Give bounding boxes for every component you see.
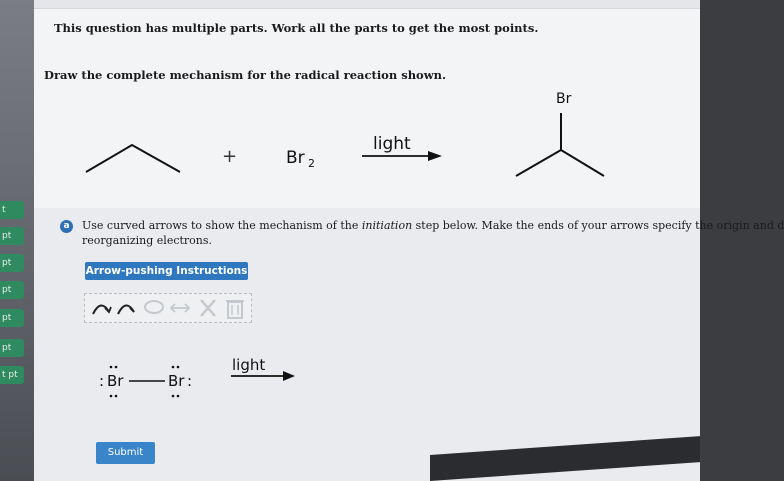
lone-pair-dot [177, 395, 180, 398]
instruction-emphasis: initiation [361, 219, 413, 232]
score-tab[interactable]: pt [0, 281, 24, 299]
question-prompt: Draw the complete mechanism for the radical reaction shown. [44, 68, 446, 82]
part-a-badge: a [60, 220, 73, 233]
score-tab[interactable]: t [0, 201, 24, 219]
score-tab[interactable]: t pt [0, 366, 24, 384]
instruction-line2: reorganizing electrons. [82, 234, 213, 247]
lone-pair-right: : [187, 372, 193, 390]
lone-pair-dot [115, 395, 118, 398]
bromine-atom-2[interactable]: Br [168, 372, 185, 390]
score-tab[interactable]: pt [0, 227, 24, 245]
plus-sign: + [222, 146, 238, 167]
multi-part-notice: This question has multiple parts. Work all the parts to get the most points. [54, 21, 539, 35]
initiation-condition-light: light [232, 356, 266, 374]
lone-pair-left: : [99, 372, 105, 390]
initiation-arrowhead [283, 371, 295, 381]
lone-pair-dot [115, 366, 118, 369]
lone-pair-dot [110, 366, 113, 369]
reagent-br2: Br [286, 148, 305, 168]
arrow-pushing-instructions-button[interactable]: Arrow-pushing Instructions [85, 262, 248, 280]
reagent-subscript: 2 [308, 157, 315, 170]
lone-pair-dot [172, 366, 175, 369]
score-tab[interactable]: pt [0, 339, 24, 357]
lone-pair-dot [110, 395, 113, 398]
score-tab[interactable]: pt [0, 309, 24, 327]
submit-button[interactable]: Submit [96, 442, 155, 464]
lone-pair-dot [172, 395, 175, 398]
condition-light: light [373, 134, 411, 154]
bromine-atom-1[interactable]: Br [107, 372, 124, 390]
instruction-text: Use curved arrows to show the mechanism of the [82, 219, 362, 232]
instruction-text-end: step below. Make the ends of your arrows specify the origin and d [412, 219, 784, 232]
score-tab[interactable]: pt [0, 254, 24, 272]
lone-pair-dot [177, 366, 180, 369]
product-br-label: Br [556, 91, 572, 107]
